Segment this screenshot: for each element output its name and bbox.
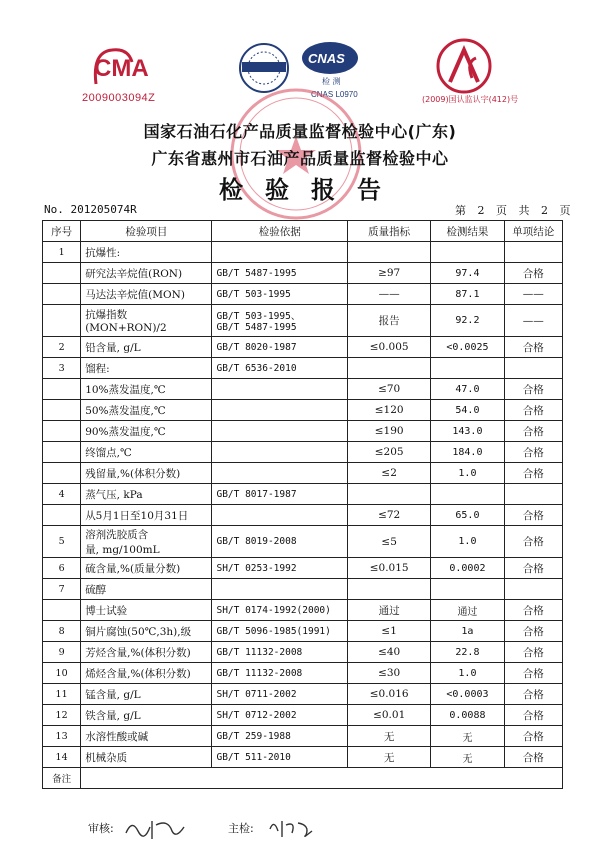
cell-spec: ≤0.01 — [348, 705, 431, 726]
cell-concl: 合格 — [504, 463, 562, 484]
cell-basis — [212, 463, 348, 484]
cnas-logo — [300, 40, 362, 90]
cell-item: 抗爆指数(MON+RON)/2 — [81, 305, 212, 337]
cell-item: 烯烃含量,%(体积分数) — [81, 663, 212, 684]
cell-item: 溶剂洗胶质含 量, mg/100mL — [81, 526, 212, 558]
cell-item: 10%蒸发温度,℃ — [81, 379, 212, 400]
inspection-table — [42, 220, 563, 789]
table-row — [43, 726, 563, 747]
cell-item: 硫醇 — [81, 579, 212, 600]
cell-result: 0.0088 — [431, 705, 504, 726]
cell-item: 水溶性酸或碱 — [81, 726, 212, 747]
cell-no — [43, 284, 81, 305]
cell-concl: 合格 — [504, 337, 562, 358]
table-row — [43, 526, 563, 558]
cell-spec — [348, 358, 431, 379]
table-row — [43, 400, 563, 421]
cell-basis: SH/T 0712-2002 — [212, 705, 348, 726]
table-row — [43, 747, 563, 768]
cell-basis — [212, 400, 348, 421]
cell-result: 54.0 — [431, 400, 504, 421]
cell-spec — [348, 242, 431, 263]
cal-code: (2009)国认监认字(412)号 — [422, 95, 519, 104]
cell-no: 5 — [43, 526, 81, 558]
cell-result: 0.0002 — [431, 558, 504, 579]
center-name-national: 国家石油石化产品质量监督检验中心(广东) — [143, 122, 457, 141]
cell-basis: GB/T 511-2010 — [212, 747, 348, 768]
cell-result: 1.0 — [431, 463, 504, 484]
cell-item: 终馏点,℃ — [81, 442, 212, 463]
cell-spec: ≤5 — [348, 526, 431, 558]
cell-concl: 合格 — [504, 621, 562, 642]
cell-concl: —— — [504, 305, 562, 337]
cell-basis: GB/T 503-1995 — [212, 284, 348, 305]
cell-concl: 合格 — [504, 705, 562, 726]
cell-spec — [348, 579, 431, 600]
cell-concl: 合格 — [504, 526, 562, 558]
cma-code: 2009003094Z — [82, 92, 156, 104]
cell-result: 87.1 — [431, 284, 504, 305]
cell-spec: ≤0.016 — [348, 684, 431, 705]
table-row — [43, 442, 563, 463]
cell-spec: 无 — [348, 726, 431, 747]
cell-result: 65.0 — [431, 505, 504, 526]
cell-result: 47.0 — [431, 379, 504, 400]
cell-concl: 合格 — [504, 726, 562, 747]
cell-basis — [212, 242, 348, 263]
table-row — [43, 379, 563, 400]
cell-basis: GB/T 11132-2008 — [212, 663, 348, 684]
table-row — [43, 263, 563, 284]
reviewer-label: 审核: — [88, 822, 114, 835]
cell-concl: 合格 — [504, 505, 562, 526]
table-row — [43, 642, 563, 663]
cell-result: 无 — [431, 726, 504, 747]
cell-result: 无 — [431, 747, 504, 768]
cell-concl: 合格 — [504, 379, 562, 400]
cell-concl — [504, 242, 562, 263]
cell-concl: —— — [504, 284, 562, 305]
cell-concl: 合格 — [504, 684, 562, 705]
cell-item: 机械杂质 — [81, 747, 212, 768]
cell-item: 铜片腐蚀(50℃,3h),级 — [81, 621, 212, 642]
cell-item: 从5月1日至10月31日 — [81, 505, 212, 526]
table-row — [43, 705, 563, 726]
cell-item: 馏程: — [81, 358, 212, 379]
signature-footer — [88, 820, 254, 836]
cell-spec: ≤2 — [348, 463, 431, 484]
cell-spec: ≤70 — [348, 379, 431, 400]
table-row — [43, 358, 563, 379]
cell-spec — [348, 484, 431, 505]
cell-item: 博士试验 — [81, 600, 212, 621]
cal-logo — [432, 38, 496, 96]
cell-basis — [212, 505, 348, 526]
cell-spec: —— — [348, 284, 431, 305]
header-basis: 检验依据 — [212, 221, 348, 242]
cell-basis — [212, 579, 348, 600]
cell-basis: GB/T 6536-2010 — [212, 358, 348, 379]
remark-label: 备注 — [43, 768, 81, 789]
cell-basis — [212, 442, 348, 463]
cell-result — [431, 242, 504, 263]
cell-no: 1 — [43, 242, 81, 263]
cell-basis: GB/T 11132-2008 — [212, 642, 348, 663]
cell-no: 3 — [43, 358, 81, 379]
table-row — [43, 684, 563, 705]
svg-text:检 测: 检 测 — [322, 77, 341, 86]
cell-spec: ≥97 — [348, 263, 431, 284]
cell-concl: 合格 — [504, 642, 562, 663]
cell-result: 92.2 — [431, 305, 504, 337]
cell-no: 9 — [43, 642, 81, 663]
cell-no: 14 — [43, 747, 81, 768]
table-row — [43, 579, 563, 600]
svg-text:CNAS: CNAS — [308, 51, 345, 66]
cell-basis: GB/T 8017-1987 — [212, 484, 348, 505]
cell-item: 残留量,%(体积分数) — [81, 463, 212, 484]
table-row — [43, 284, 563, 305]
cell-result: <0.0003 — [431, 684, 504, 705]
table-row — [43, 463, 563, 484]
cell-spec: ≤30 — [348, 663, 431, 684]
inspector-signature — [266, 815, 318, 841]
cell-result — [431, 579, 504, 600]
cell-basis: GB/T 8020-1987 — [212, 337, 348, 358]
cell-result: 通过 — [431, 600, 504, 621]
table-row — [43, 600, 563, 621]
cell-spec: ≤40 — [348, 642, 431, 663]
cell-result: 184.0 — [431, 442, 504, 463]
cell-spec: 报告 — [348, 305, 431, 337]
remark-row — [43, 768, 563, 789]
cell-basis: GB/T 259-1988 — [212, 726, 348, 747]
cell-no: 10 — [43, 663, 81, 684]
cell-spec: ≤0.015 — [348, 558, 431, 579]
cell-result: 22.8 — [431, 642, 504, 663]
cell-item: 抗爆性: — [81, 242, 212, 263]
cell-result — [431, 484, 504, 505]
cell-no: 4 — [43, 484, 81, 505]
header-no: 序号 — [43, 221, 81, 242]
cell-no: 8 — [43, 621, 81, 642]
table-row — [43, 558, 563, 579]
header-item: 检验项目 — [81, 221, 212, 242]
cell-spec: ≤190 — [348, 421, 431, 442]
inspector-label: 主检: — [228, 822, 254, 835]
table-row — [43, 505, 563, 526]
cell-result: 1.0 — [431, 663, 504, 684]
cell-item: 硫含量,%(质量分数) — [81, 558, 212, 579]
cell-item: 90%蒸发温度,℃ — [81, 421, 212, 442]
cell-spec: 无 — [348, 747, 431, 768]
cell-item: 芳烃含量,%(体积分数) — [81, 642, 212, 663]
cell-basis: GB/T 503-1995、 GB/T 5487-1995 — [212, 305, 348, 337]
cell-no — [43, 442, 81, 463]
cell-concl: 合格 — [504, 421, 562, 442]
cell-spec: ≤120 — [348, 400, 431, 421]
cell-item: 铁含量, g/L — [81, 705, 212, 726]
cell-basis: SH/T 0253-1992 — [212, 558, 348, 579]
cell-no: 7 — [43, 579, 81, 600]
cell-concl: 合格 — [504, 442, 562, 463]
table-row — [43, 421, 563, 442]
cell-no — [43, 400, 81, 421]
cell-result: <0.0025 — [431, 337, 504, 358]
cell-basis — [212, 379, 348, 400]
report-title: 检验报告 — [219, 176, 403, 204]
cell-item: 马达法辛烷值(MON) — [81, 284, 212, 305]
report-number: No. 201205074R — [44, 203, 137, 216]
cma-logo — [88, 42, 162, 92]
cell-no: 11 — [43, 684, 81, 705]
cell-spec: ≤0.005 — [348, 337, 431, 358]
cell-concl: 合格 — [504, 400, 562, 421]
cell-no: 13 — [43, 726, 81, 747]
table-row — [43, 305, 563, 337]
cnas-code: CNAS L0970 — [311, 90, 358, 99]
cell-item: 50%蒸发温度,℃ — [81, 400, 212, 421]
header-conclusion: 单项结论 — [504, 221, 562, 242]
cell-basis: GB/T 5096-1985(1991) — [212, 621, 348, 642]
cell-result: 97.4 — [431, 263, 504, 284]
cell-no: 6 — [43, 558, 81, 579]
cell-no — [43, 305, 81, 337]
cell-no — [43, 463, 81, 484]
cell-concl: 合格 — [504, 600, 562, 621]
table-row — [43, 337, 563, 358]
cell-spec: 通过 — [348, 600, 431, 621]
cell-result: 1.0 — [431, 526, 504, 558]
cell-item: 研究法辛烷值(RON) — [81, 263, 212, 284]
cell-no: 12 — [43, 705, 81, 726]
cell-concl: 合格 — [504, 747, 562, 768]
cell-concl — [504, 579, 562, 600]
center-name-provincial: 广东省惠州市石油产品质量监督检验中心 — [151, 149, 449, 168]
cell-basis — [212, 421, 348, 442]
table-row — [43, 484, 563, 505]
cell-spec: ≤1 — [348, 621, 431, 642]
cell-concl: 合格 — [504, 558, 562, 579]
cell-no — [43, 421, 81, 442]
cell-no — [43, 379, 81, 400]
remark-content — [81, 768, 563, 789]
cell-concl — [504, 484, 562, 505]
table-row — [43, 663, 563, 684]
cell-item: 铅含量, g/L — [81, 337, 212, 358]
svg-text:CMA: CMA — [94, 55, 149, 82]
cell-item: 锰含量, g/L — [81, 684, 212, 705]
header-result: 检测结果 — [431, 221, 504, 242]
cell-no — [43, 600, 81, 621]
page-indicator: 第 2 页 共 2 页 — [455, 204, 575, 217]
cell-result: 143.0 — [431, 421, 504, 442]
cell-basis: SH/T 0711-2002 — [212, 684, 348, 705]
cell-concl: 合格 — [504, 263, 562, 284]
table-header-row — [43, 221, 563, 242]
cell-concl: 合格 — [504, 663, 562, 684]
header-spec: 质量指标 — [348, 221, 431, 242]
reviewer-signature — [122, 813, 192, 843]
cell-basis: GB/T 5487-1995 — [212, 263, 348, 284]
cell-result: 1a — [431, 621, 504, 642]
cell-basis: SH/T 0174-1992(2000) — [212, 600, 348, 621]
cell-no: 2 — [43, 337, 81, 358]
cell-spec: ≤205 — [348, 442, 431, 463]
cell-spec: ≤72 — [348, 505, 431, 526]
cell-item: 蒸气压, kPa — [81, 484, 212, 505]
cell-concl — [504, 358, 562, 379]
cell-result — [431, 358, 504, 379]
table-row — [43, 242, 563, 263]
cell-no — [43, 263, 81, 284]
cell-basis: GB/T 8019-2008 — [212, 526, 348, 558]
table-row — [43, 621, 563, 642]
cell-no — [43, 505, 81, 526]
